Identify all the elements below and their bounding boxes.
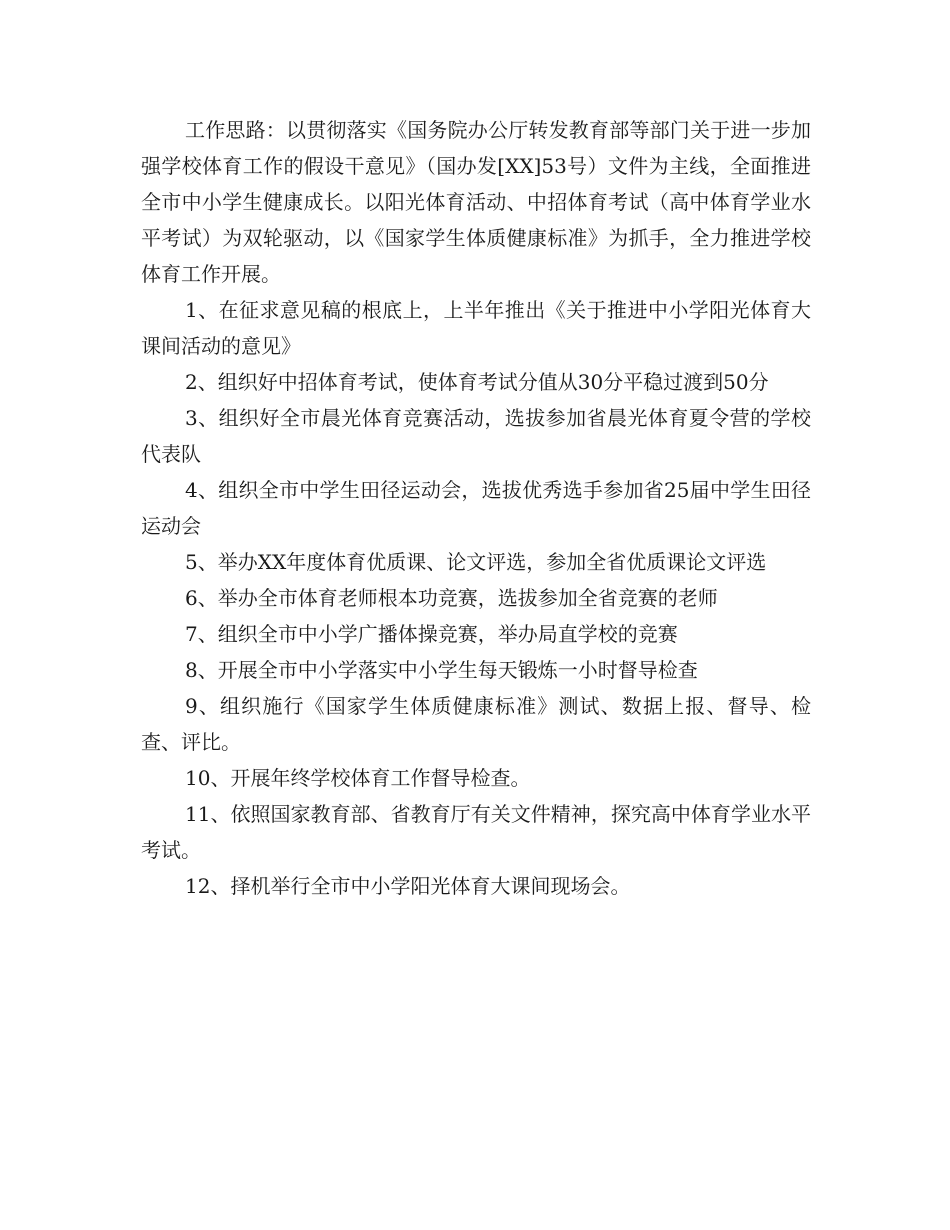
list-item-3: 3、组织好全市晨光体育竞赛活动，选拔参加省晨光体育夏令营的学校代表队 — [141, 406, 811, 466]
list-item-12: 12、择机举行全市中小学阳光体育大课间现场会。 — [185, 874, 631, 898]
list-item-9: 9、组织施行《国家学生体质健康标准》测试、数据上报、督导、检查、评比。 — [141, 694, 811, 754]
list-item-5: 5、举办XX年度体育优质课、论文评选，参加全省优质课论文评选 — [185, 550, 767, 574]
list-item-8: 8、开展全市中小学落实中小学生每天锻炼一小时督导检查 — [185, 658, 698, 682]
document-body — [141, 112, 811, 904]
list-item-2: 2、组织好中招体育考试，使体育考试分值从30分平稳过渡到50分 — [185, 370, 769, 394]
list-item-6: 6、举办全市体育老师根本功竞赛，选拔参加全省竞赛的老师 — [185, 586, 718, 610]
list-item-1: 1、在征求意见稿的根底上，上半年推出《关于推进中小学阳光体育大课间活动的意见》 — [141, 298, 811, 358]
list-item-4: 4、组织全市中学生田径运动会，选拔优秀选手参加省25届中学生田径运动会 — [141, 478, 811, 538]
list-item-7: 7、组织全市中小学广播体操竞赛，举办局直学校的竞赛 — [185, 622, 678, 646]
list-item-10: 10、开展年终学校体育工作督导检查。 — [185, 766, 531, 790]
paragraph-work-approach: 工作思路：以贯彻落实《国务院办公厅转发教育部等部门关于进一步加强学校体育工作的假设干意见》（国办发[XX]53号）文件为主线，全面推进全市中小学生健康成长。以阳光体育活动、中招体育考试（高中体育学业水平考试）为双轮驱动，以《国家学生体质健康标准》为抓手，全力推进学校体育工作开展。 — [141, 118, 811, 286]
list-item-11: 11、依照国家教育部、省教育厅有关文件精神，探究高中体育学业水平考试。 — [141, 802, 811, 862]
